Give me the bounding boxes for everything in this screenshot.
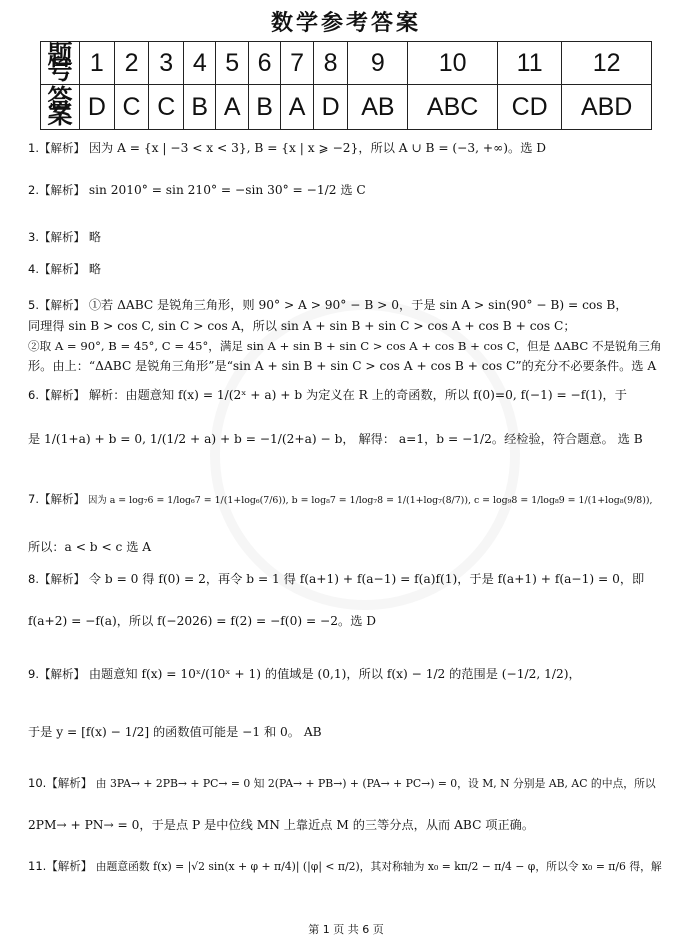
solution-line	[28, 667, 664, 682]
solution-text: 是 1/(1+a) + b = 0, 1/(1/2 + a) + b = −1/(2+a) − b， 解得： a=1，b = −1/2。经检验，符合题意。 选 B	[28, 432, 643, 446]
solution-text: sin 2010° = sin 210° = −sin 30° = −1/2 选 C	[88, 183, 366, 197]
solution-text: f(a+2) = −f(a)，所以 f(−2026) = f(2) = −f(0) = −2。选 D	[28, 614, 377, 628]
question-number: 2	[114, 42, 149, 85]
solution-line	[28, 492, 664, 508]
solution-text: 于是 y = [f(x) − 1/2] 的函数值可能是 −1 和 0。 AB	[28, 725, 322, 739]
answer-cell: A	[216, 85, 248, 130]
page-footer: 第 1 页 共 6 页	[308, 923, 384, 936]
solution-tag: 9.【解析】	[28, 667, 85, 681]
solution-line	[28, 141, 664, 156]
answer-cell: CD	[497, 85, 561, 130]
solution-tag: 8.【解析】	[28, 572, 85, 586]
solution-text: 同理得 sin B > cos C, sin C > cos A，所以 sin A + sin B + sin C > cos A + cos B + cos C；	[28, 319, 576, 333]
question-number: 1	[80, 42, 115, 85]
solution-text: 由题意函数 f(x) = |√2 sin(x + φ + π/4)| (|φ| < π/2)，其对称轴为 x₀ = kπ/2 − π/4 − φ，所以令 x₀ = π/6 得，解	[95, 860, 662, 873]
header-answer: 答案	[41, 85, 80, 130]
solution-tag: 11.【解析】	[28, 859, 93, 873]
answer-row	[41, 85, 652, 130]
answer-cell: D	[313, 85, 348, 130]
solution-text: 略	[88, 230, 102, 244]
solution-line	[28, 614, 664, 629]
question-number: 4	[184, 42, 216, 85]
solution-text: 因为 A = {x | −3 < x < 3}, B = {x | x ⩾ −2}，所以 A ∪ B = (−3, +∞)。选 D	[88, 141, 547, 155]
answer-cell: C	[149, 85, 184, 130]
solution-line	[28, 388, 664, 403]
answer-cell: B	[248, 85, 280, 130]
question-number: 3	[149, 42, 184, 85]
question-number: 7	[281, 42, 313, 85]
answer-cell: ABD	[562, 85, 652, 130]
solution-text: 2PM→ + PN→ = 0，于是点 P 是中位线 MN 上靠近点 M 的三等分点，从而 ABC 项正确。	[28, 818, 535, 832]
solution-line	[28, 230, 664, 245]
answer-cell: AB	[348, 85, 408, 130]
solution-tag: 5.【解析】	[28, 298, 85, 312]
solution-text: 略	[88, 262, 102, 276]
solution-text: ①若 ΔABC 是锐角三角形，则 90° > A > 90° − B > 0，于是 sin A > sin(90° − B) = cos B，	[88, 298, 628, 312]
solution-text: 所以：a < b < c 选 A	[28, 540, 152, 554]
solution-tag: 10.【解析】	[28, 776, 93, 790]
solution-text: 令 b = 0 得 f(0) = 2，再令 b = 1 得 f(a+1) + f(a−1) = f(a)f(1)，于是 f(a+1) + f(a−1) = 0，即	[88, 572, 645, 586]
solution-tag: 6.【解析】	[28, 388, 85, 402]
solution-line	[28, 725, 664, 740]
question-number: 11	[497, 42, 561, 85]
question-number: 10	[408, 42, 498, 85]
solution-line	[28, 572, 664, 587]
solution-line	[28, 262, 664, 277]
answer-cell: B	[184, 85, 216, 130]
solution-line	[28, 319, 664, 334]
solution-line	[28, 183, 664, 198]
answer-cell: D	[80, 85, 115, 130]
question-number: 8	[313, 42, 348, 85]
page-title: 数学参考答案	[270, 11, 421, 36]
solution-line	[28, 359, 664, 374]
solution-line	[28, 432, 664, 447]
solution-line	[28, 339, 664, 354]
question-number: 12	[562, 42, 652, 85]
solution-tag: 2.【解析】	[28, 183, 85, 197]
solution-tag: 4.【解析】	[28, 262, 85, 276]
solution-line	[28, 818, 664, 833]
solution-line	[28, 776, 664, 791]
solution-line	[28, 298, 664, 313]
answer-cell: C	[114, 85, 149, 130]
solution-text: 因为 a = log₇6 = 1/log₆7 = 1/(1+log₆(7/6)), b = log₈7 = 1/log₇8 = 1/(1+log₇(8/7)), c = log₉8 = 1/log₈9 = 1/(1+log₈(9/8)),	[87, 495, 653, 506]
solution-line	[28, 859, 664, 874]
solution-text: 由题意知 f(x) = 10ˣ/(10ˣ + 1) 的值域是 (0,1)，所以 f(x) − 1/2 的范围是 (−1/2, 1/2)，	[88, 667, 581, 681]
solution-text: ②取 A = 90°, B = 45°, C = 45°，满足 sin A + sin B + sin C > cos A + cos B + cos C，但是 ΔABC 不是锐角三角	[28, 339, 662, 353]
question-number: 5	[216, 42, 248, 85]
answer-cell: A	[281, 85, 313, 130]
question-number: 9	[348, 42, 408, 85]
answer-cell: ABC	[408, 85, 498, 130]
answer-table	[40, 41, 652, 130]
solution-text: 由 3PA→ + 2PB→ + PC→ = 0 知 2(PA→ + PB→) + (PA→ + PC→) = 0，设 M, N 分别是 AB, AC 的中点，所以	[95, 777, 656, 790]
solution-text: 解析：由题意知 f(x) = 1/(2ˣ + a) + b 为定义在 R 上的奇函数，所以 f(0)=0, f(−1) = −f(1)，于	[88, 388, 627, 402]
header-question-number: 题号	[41, 42, 80, 85]
solution-line	[28, 540, 664, 555]
solution-text: 形。由上：“ΔABC 是锐角三角形”是“sin A + sin B + sin C > cos A + cos B + cos C”的充分不必要条件。选 A	[28, 359, 657, 373]
solution-tag: 1.【解析】	[28, 141, 85, 155]
solution-tag: 7.【解析】	[28, 492, 85, 506]
question-number: 6	[248, 42, 280, 85]
solution-tag: 3.【解析】	[28, 230, 85, 244]
question-number-row	[41, 42, 652, 85]
